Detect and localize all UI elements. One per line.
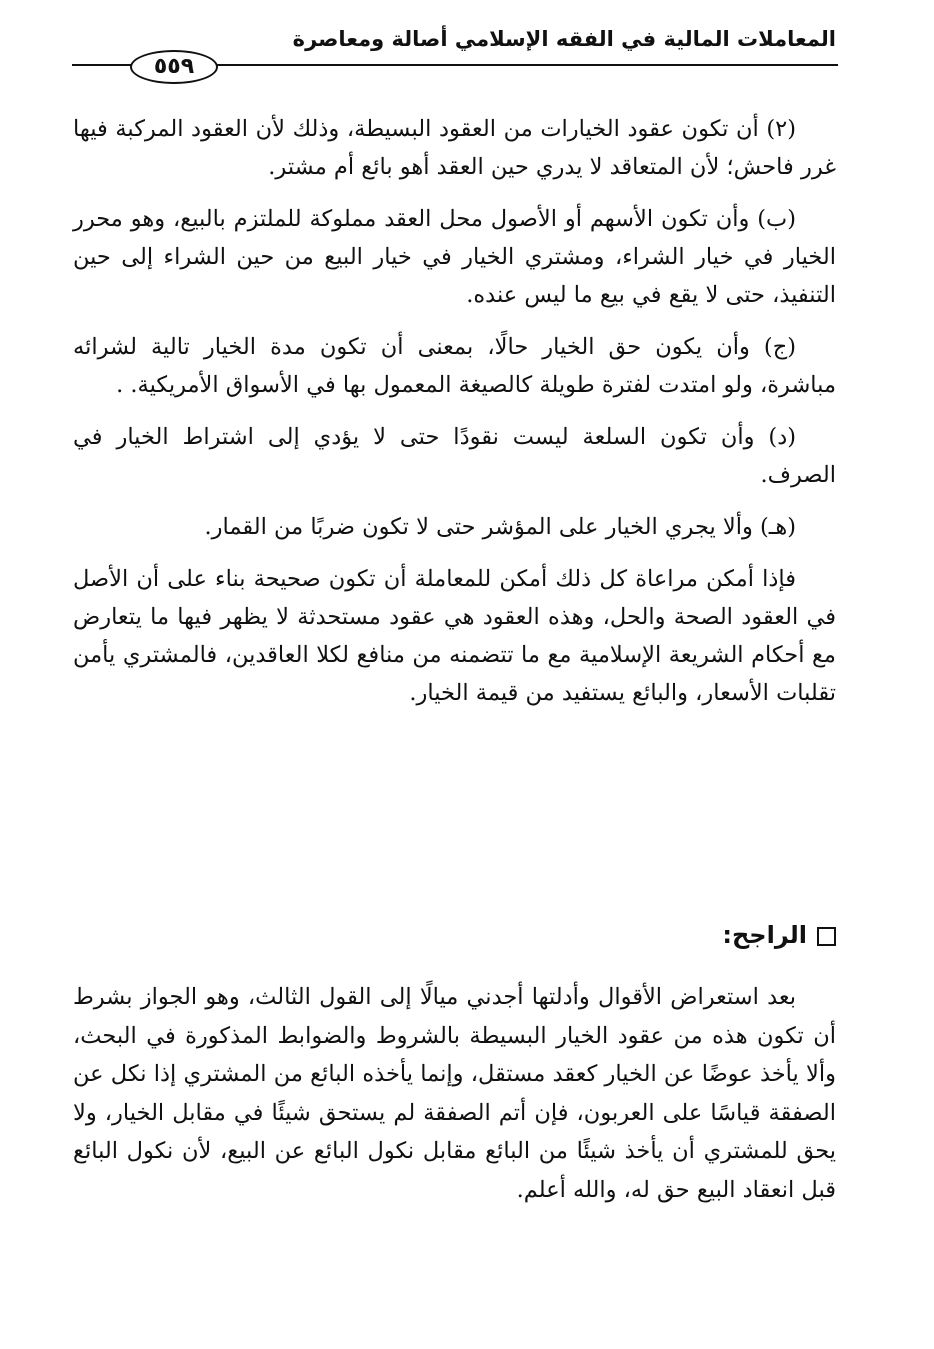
running-header-title: المعاملات المالية في الفقه الإسلامي أصالة ومعاصرة [292,27,836,51]
paragraph-condition-d: (د) وأن تكون السلعة ليست نقودًا حتى لا يؤدي إلى اشتراط الخيار في الصرف. [73,424,836,488]
paragraph-condition-b: (ب) وأن تكون الأسهم أو الأصول محل العقد مملوكة للملتزم بالبيع، وهو محرر الخيار في خيار الشراء، ومشتري الخيار في خيار البيع من حين الشراء إلى حين التنفيذ، حتى لا يقع في بيع ما ليس عنده. [73,206,836,308]
section-heading [436,916,836,954]
paragraph-condition-h: (هـ) وألا يجري الخيار على المؤشر حتى لا تكون ضربًا من القمار. [204,514,796,540]
paragraph-conclusion: فإذا أمكن مراعاة كل ذلك أمكن للمعاملة أن تكون صحيحة بناء على أن الأصل في العقود الصحة والحل، وهذه العقود هي عقود مستحدثة لا يظهر فيها ما يتعارض مع أحكام الشريعة الإسلامية مع ما تتضمنه من منافع لكلا العاقدين، فالمشتري يأمن تقلبات الأسعار، والبائع يستفيد من قيمة الخيار. [73,566,836,706]
section-heading-text: الراجح: [722,921,807,949]
square-bullet-icon [817,927,836,946]
page-number: ٥٥٩ [130,50,218,84]
paragraph-preferred-opinion: بعد استعراض الأقوال وأدلتها أجدني ميالًا إلى القول الثالث، وهو الجواز بشرط أن تكون هذه من عقود الخيار البسيطة بالشروط والضوابط المذكورة في البحث، وألا يأخذ عوضًا عن الخيار كعقد مستقل، وإنما يأخذه البائع من المشتري إذا نكل عن الصفقة قياسًا على العربون، فإن أتم الصفقة لم يستحق شيئًا في مقابل الخيار، ولا يحق للمشتري أن يأخذ شيئًا من البائع مقابل نكول البائع عن البيع، لأن نكول البائع قبل انعقاد البيع حق له، والله أعلم. [73,984,836,1203]
paragraph-condition-2: (٢) أن تكون عقود الخيارات من العقود البسيطة، وذلك لأن العقود المركبة فيها غرر فاحش؛ لأن المتعاقد لا يدري حين العقد أهو بائع أم مشتر. [73,116,836,180]
main-text [73,110,836,726]
section-body [73,978,836,1209]
paragraph-condition-c: (ج) وأن يكون حق الخيار حالًا، بمعنى أن تكون مدة الخيار تالية لشرائه مباشرة، ولو امتدت لفترة طويلة كالصيغة المعمول بها في الأسواق الأمريكية. . [73,334,836,398]
